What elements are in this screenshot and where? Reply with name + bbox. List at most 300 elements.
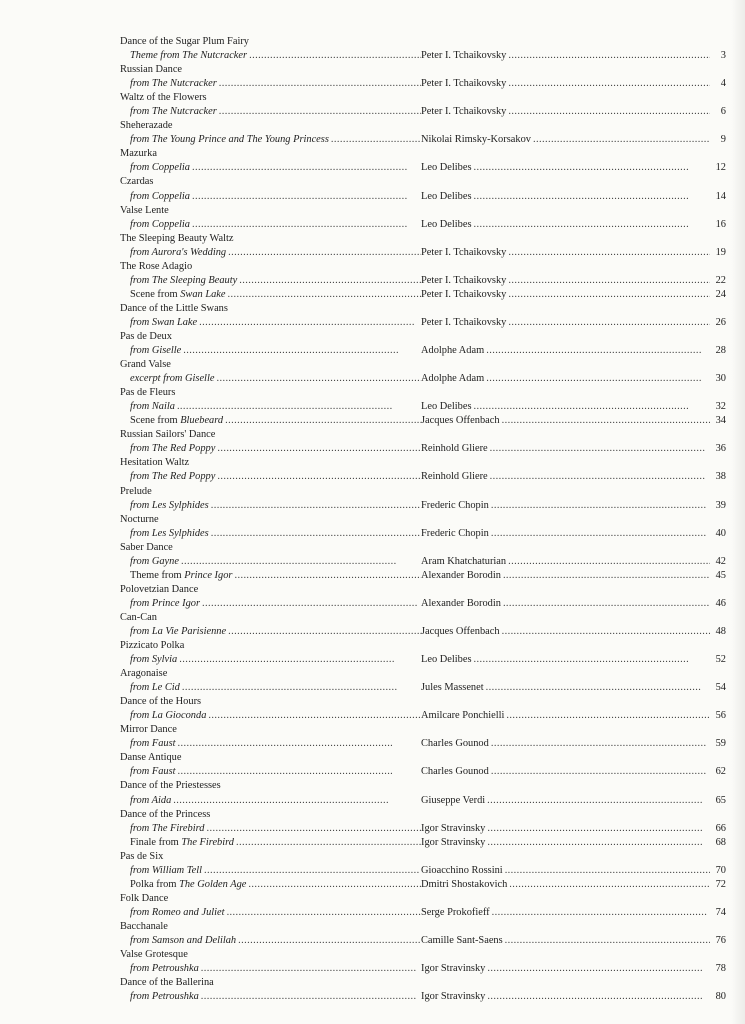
composer-name: Leo Delibes (421, 654, 472, 666)
source-title: from Samson and Delilah (130, 935, 237, 946)
dot-leader (484, 344, 710, 358)
source-title: from Les Sylphides (130, 499, 209, 511)
title-row (120, 204, 726, 218)
dot-leader (472, 400, 711, 414)
source-title: from Aida (130, 794, 172, 806)
dot-leader (472, 161, 711, 175)
source-work (120, 161, 421, 175)
page-number: 6 (720, 106, 726, 118)
title-row (120, 232, 726, 246)
piece-title: Pizzicato Polka (120, 640, 185, 652)
entry-row (120, 527, 726, 541)
toc-entry (120, 541, 726, 569)
dot-leader (215, 470, 421, 484)
dot-leader (190, 218, 421, 232)
dot-leader (204, 822, 421, 836)
dot-leader (226, 288, 421, 302)
toc-entry (120, 976, 726, 1004)
piece-title: Hesitation Waltz (120, 457, 190, 469)
piece-title: Folk Dance (120, 892, 169, 904)
dot-leader (217, 77, 421, 91)
composer-column (421, 836, 710, 850)
composer-column (421, 218, 710, 232)
title-row (120, 91, 726, 105)
toc-entry (120, 63, 726, 91)
composer-column (421, 822, 710, 836)
source-title: from William Tell (130, 864, 202, 876)
dot-leader (506, 77, 710, 91)
toc-entry (120, 204, 726, 232)
dot-leader (190, 161, 421, 175)
composer-column (421, 344, 710, 358)
composer-column (421, 653, 710, 667)
title-row (120, 330, 726, 344)
dot-leader (197, 316, 421, 330)
toc-entry (120, 386, 726, 414)
piece-title: The Sleeping Beauty Waltz (120, 232, 234, 244)
composer-name: Igor Stravinsky (421, 822, 486, 834)
dot-leader (489, 765, 710, 779)
dot-leader (177, 653, 421, 667)
composer-name: Charles Gounod (421, 738, 489, 750)
piece-title: Pas de Deux (120, 330, 172, 342)
page-number: 9 (720, 134, 726, 146)
dot-leader (472, 190, 711, 204)
source-title: from Sylvia (130, 654, 178, 666)
composer-column (421, 555, 710, 569)
entry-row (120, 470, 726, 484)
title-row (120, 35, 726, 49)
page-number: 78 (715, 963, 726, 975)
piece-title: Dance of the Princess (120, 808, 211, 820)
composer-column (421, 49, 710, 63)
composer-column (421, 765, 710, 779)
composer-column (421, 527, 710, 541)
composer-name: Giuseppe Verdi (421, 794, 486, 806)
title-row (120, 751, 726, 765)
composer-column (421, 681, 710, 695)
toc-entry (120, 428, 726, 456)
source-work (120, 822, 421, 836)
source-title: from The Sleeping Beauty (130, 274, 238, 286)
entry-row (120, 246, 726, 260)
page-number: 70 (715, 864, 726, 876)
toc-entry (120, 569, 726, 583)
piece-title: Pas de Six (120, 850, 164, 862)
composer-name: Igor Stravinsky (421, 836, 486, 848)
piece-title: Mazurka (120, 148, 157, 160)
composer-name: Nikolai Rimsky-Korsakov (421, 134, 531, 146)
entry-row (120, 681, 726, 695)
composer-column (421, 864, 710, 878)
piece-title: Grand Valse (120, 359, 171, 371)
dot-leader (506, 105, 710, 119)
piece-title: Dance of the Priestesses (120, 780, 221, 792)
source-title: from Swan Lake (130, 316, 198, 328)
source-work (120, 470, 421, 484)
page-number: 12 (715, 162, 726, 174)
piece-title: Dance of the Sugar Plum Fairy (120, 36, 249, 47)
composer-name: Jules Massenet (421, 682, 484, 694)
composer-column (421, 934, 710, 948)
toc-entry (120, 485, 726, 513)
source-work (120, 288, 421, 302)
source-work (120, 597, 421, 611)
composer-name: Leo Delibes (421, 190, 472, 202)
toc-entry (120, 920, 726, 948)
dot-leader (199, 990, 421, 1004)
source-work (120, 864, 421, 878)
piece-title: Mirror Dance (120, 724, 177, 736)
title-row (120, 779, 726, 793)
dot-leader (489, 527, 710, 541)
source-title: from The Young Prince and The Young Princess (130, 134, 329, 146)
composer-name: Leo Delibes (421, 218, 472, 230)
page-number: 38 (715, 471, 726, 483)
piece-title: Aragonaise (120, 668, 168, 680)
page-number: 40 (715, 527, 726, 539)
entry-row (120, 864, 726, 878)
entry-row (120, 190, 726, 204)
composer-column (421, 190, 710, 204)
composer-column (421, 878, 710, 892)
dot-leader (501, 597, 710, 611)
composer-name: Peter I. Tchaikovsky (421, 78, 507, 90)
dot-leader (485, 990, 710, 1004)
title-row (120, 976, 726, 990)
page-number: 39 (715, 499, 726, 511)
composer-column (421, 737, 710, 751)
composer-column (421, 77, 710, 91)
entry-row (120, 288, 726, 302)
entry-row (120, 442, 726, 456)
source-work (120, 555, 421, 569)
composer-name: Charles Gounod (421, 766, 489, 778)
dot-leader (226, 246, 421, 260)
entry-row (120, 316, 726, 330)
source-title: from Le Cid (130, 682, 180, 694)
dot-leader (506, 246, 710, 260)
entry-row (120, 274, 726, 288)
toc-entry (120, 892, 726, 920)
page-edge-shadow (731, 0, 745, 1024)
source-work (120, 442, 421, 456)
piece-title: Waltz of the Flowers (120, 92, 207, 104)
composer-column (421, 990, 710, 1004)
source-prefix: Polka from (130, 878, 180, 890)
piece-title: Czardas (120, 176, 154, 188)
source-work (120, 414, 421, 428)
entry-row (120, 990, 726, 1004)
toc-entry (120, 667, 726, 695)
composer-column (421, 105, 710, 119)
table-of-contents (120, 35, 726, 1004)
source-work (120, 218, 421, 232)
dot-leader (202, 864, 421, 878)
toc-entry (120, 611, 726, 639)
composer-column (421, 274, 710, 288)
composer-name: Alexander Borodin (421, 569, 501, 581)
composer-name: Alexander Borodin (421, 597, 501, 609)
entry-row (120, 765, 726, 779)
source-work (120, 765, 421, 779)
source-prefix: Finale from (130, 836, 182, 848)
toc-entry (120, 147, 726, 175)
source-title: Theme from The Nutcracker (130, 50, 248, 62)
composer-name: Peter I. Tchaikovsky (421, 274, 507, 286)
toc-entry (120, 35, 726, 63)
source-work (120, 653, 421, 667)
entry-row (120, 400, 726, 414)
entry-row (120, 499, 726, 513)
entry-row (120, 822, 726, 836)
dot-leader (232, 569, 421, 583)
entry-row (120, 709, 726, 723)
piece-title: Valse Lente (120, 204, 169, 216)
dot-leader (490, 906, 710, 920)
toc-entry (120, 119, 726, 147)
dot-leader (500, 414, 710, 428)
page-number: 48 (715, 625, 726, 637)
source-work (120, 77, 421, 91)
source-title: Swan Lake (180, 288, 226, 300)
title-row (120, 302, 726, 316)
entry-row (120, 794, 726, 808)
dot-leader (503, 864, 710, 878)
composer-column (421, 400, 710, 414)
page-number: 56 (715, 710, 726, 722)
toc-entry (120, 878, 726, 892)
dot-leader (506, 274, 710, 288)
source-work (120, 934, 421, 948)
page-number: 52 (715, 654, 726, 666)
source-work (120, 316, 421, 330)
toc-entry (120, 808, 726, 836)
source-work (120, 878, 421, 892)
entry-row (120, 555, 726, 569)
entry-row (120, 597, 726, 611)
entry-row (120, 569, 726, 583)
piece-title: Can-Can (120, 611, 157, 623)
composer-column (421, 246, 710, 260)
piece-title: Polovetzian Dance (120, 583, 199, 595)
page-number: 65 (715, 794, 726, 806)
dot-leader (501, 569, 710, 583)
dot-leader (472, 653, 711, 667)
dot-leader (500, 625, 710, 639)
title-row (120, 428, 726, 442)
piece-title: Dance of the Little Swans (120, 302, 228, 314)
title-row (120, 808, 726, 822)
composer-name: Reinhold Gliere (421, 443, 488, 455)
composer-column (421, 709, 710, 723)
dot-leader (489, 499, 710, 513)
toc-entry (120, 779, 726, 807)
source-work (120, 274, 421, 288)
entry-row (120, 737, 726, 751)
dot-leader (236, 934, 421, 948)
page-number: 14 (715, 190, 726, 202)
title-row (120, 358, 726, 372)
source-work (120, 625, 421, 639)
source-work (120, 246, 421, 260)
title-row (120, 723, 726, 737)
dot-leader (488, 442, 710, 456)
title-row (120, 513, 726, 527)
page-number: 24 (715, 288, 726, 300)
toc-entry (120, 260, 726, 288)
composer-name: Amilcare Ponchielli (421, 710, 505, 722)
composer-column (421, 470, 710, 484)
page-number: 3 (720, 50, 726, 62)
composer-name: Peter I. Tchaikovsky (421, 288, 507, 300)
page-number: 45 (715, 569, 726, 581)
composer-column (421, 161, 710, 175)
title-row (120, 850, 726, 864)
composer-name: Peter I. Tchaikovsky (421, 106, 507, 118)
dot-leader (329, 133, 421, 147)
source-title: excerpt from Giselle (130, 373, 215, 385)
composer-column (421, 288, 710, 302)
source-prefix: Theme from (130, 569, 185, 581)
page-number: 54 (715, 682, 726, 694)
piece-title: Valse Grotesque (120, 949, 188, 961)
source-work (120, 990, 421, 1004)
title-row (120, 260, 726, 274)
toc-entry (120, 583, 726, 611)
dot-leader (223, 414, 421, 428)
source-title: from La Vie Parisienne (130, 625, 227, 637)
piece-title: Prelude (120, 485, 152, 497)
page-number: 22 (715, 274, 726, 286)
toc-entry (120, 288, 726, 302)
dot-leader (507, 878, 710, 892)
source-work (120, 400, 421, 414)
composer-name: Gioacchino Rossini (421, 864, 503, 876)
source-title: from Petroushka (130, 991, 199, 1003)
entry-row (120, 105, 726, 119)
entry-row (120, 653, 726, 667)
source-work (120, 906, 421, 920)
dot-leader (209, 499, 421, 513)
entry-row (120, 218, 726, 232)
title-row (120, 541, 726, 555)
toc-entry (120, 414, 726, 428)
toc-entry (120, 302, 726, 330)
dot-leader (190, 190, 421, 204)
source-title: from The Nutcracker (130, 106, 217, 118)
piece-title: Sheherazade (120, 120, 173, 132)
title-row (120, 948, 726, 962)
page-number: 32 (715, 401, 726, 413)
composer-column (421, 569, 710, 583)
composer-name: Leo Delibes (421, 162, 472, 174)
entry-row (120, 133, 726, 147)
page-number: 80 (715, 991, 726, 1003)
piece-title: Saber Dance (120, 541, 173, 553)
piece-title: Russian Dance (120, 64, 183, 76)
toc-entry (120, 358, 726, 386)
source-title: from The Nutcracker (130, 78, 217, 90)
dot-leader (488, 470, 710, 484)
dot-leader (214, 372, 421, 386)
page-number: 66 (715, 822, 726, 834)
source-title: from Les Sylphides (130, 527, 209, 539)
title-row (120, 892, 726, 906)
source-title: from Naila (130, 401, 175, 413)
dot-leader (485, 794, 710, 808)
composer-name: Peter I. Tchaikovsky (421, 50, 507, 62)
toc-entry (120, 948, 726, 976)
composer-column (421, 414, 710, 428)
composer-name: Igor Stravinsky (421, 991, 486, 1003)
composer-name: Dmitri Shostakovich (421, 878, 508, 890)
title-row (120, 583, 726, 597)
toc-entry (120, 639, 726, 667)
composer-name: Adolphe Adam (421, 373, 485, 385)
entry-row (120, 934, 726, 948)
entry-row (120, 836, 726, 850)
composer-name: Jacques Offenbach (421, 415, 500, 427)
source-title: from Coppelia (130, 162, 190, 174)
toc-entry (120, 850, 726, 878)
composer-name: Frederic Chopin (421, 499, 489, 511)
composer-name: Jacques Offenbach (421, 625, 500, 637)
dot-leader (485, 836, 710, 850)
source-work (120, 499, 421, 513)
page-number: 30 (715, 373, 726, 385)
title-row (120, 920, 726, 934)
dot-leader (472, 218, 711, 232)
source-title: from Prince Igor (130, 597, 201, 609)
page-number: 62 (715, 766, 726, 778)
source-title: from Coppelia (130, 190, 190, 202)
entry-row (120, 49, 726, 63)
dot-leader (209, 527, 421, 541)
title-row (120, 456, 726, 470)
source-work (120, 527, 421, 541)
entry-row (120, 161, 726, 175)
dot-leader (506, 555, 710, 569)
dot-leader (506, 288, 710, 302)
toc-entry (120, 695, 726, 723)
piece-title: Pas de Fleurs (120, 387, 176, 399)
dot-leader (215, 442, 421, 456)
source-title: from Petroushka (130, 963, 199, 975)
toc-entry (120, 91, 726, 119)
composer-name: Peter I. Tchaikovsky (421, 246, 507, 258)
toc-entry (120, 175, 726, 203)
entry-row (120, 962, 726, 976)
piece-title: The Rose Adagio (120, 260, 193, 272)
source-work (120, 737, 421, 751)
composer-name: Serge Prokofieff (421, 906, 490, 918)
dot-leader (506, 316, 710, 330)
page-number: 74 (715, 906, 726, 918)
dot-leader (237, 274, 421, 288)
dot-leader (489, 737, 710, 751)
source-title: from Giselle (130, 345, 182, 357)
source-title: from Coppelia (130, 218, 190, 230)
composer-name: Camille Sant-Saens (421, 935, 503, 946)
dot-leader (176, 765, 421, 779)
dot-leader (504, 709, 710, 723)
composer-name: Frederic Chopin (421, 527, 489, 539)
source-prefix: Scene from (130, 288, 181, 300)
source-title: from Aurora's Wedding (130, 246, 227, 258)
title-row (120, 611, 726, 625)
composer-column (421, 316, 710, 330)
